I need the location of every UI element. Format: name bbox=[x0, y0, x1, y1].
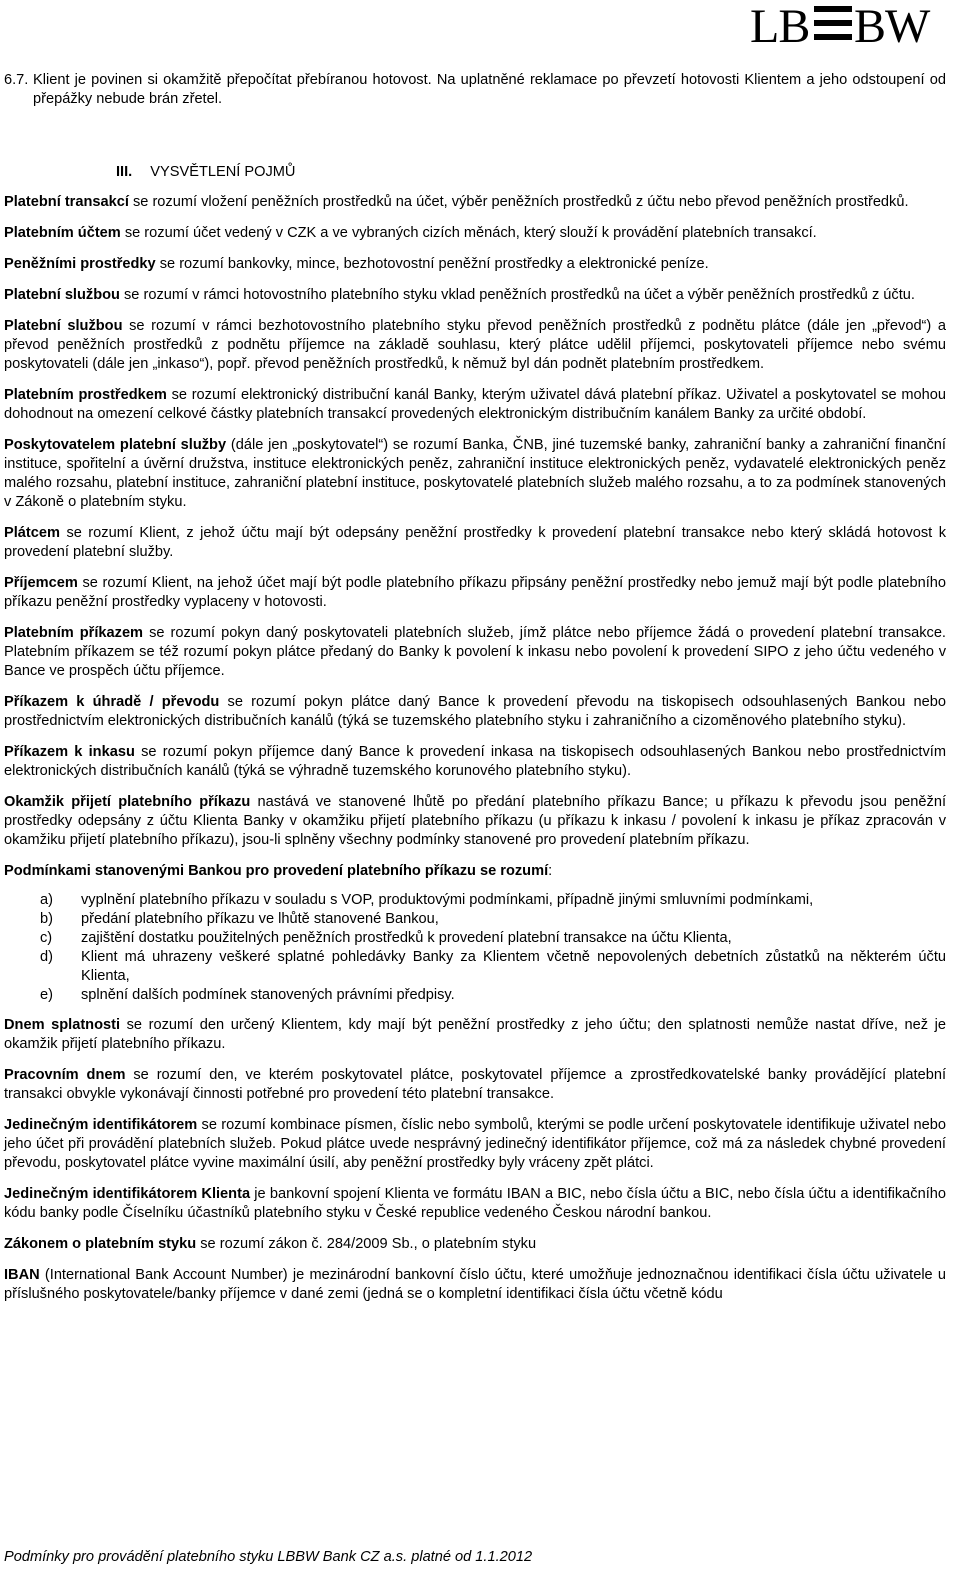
condition-item bbox=[4, 986, 946, 1005]
definition-term: Jedinečným identifikátorem Klienta bbox=[4, 1186, 251, 1202]
definition-text: je bankovní spojení Klienta ve formátu IBAN a BIC, nebo čísla účtu a BIC, nebo čísla účtu a identifikačního kódu banky podle Číselníku účastníků platebního styku v České republice vedeného Českou národní bankou. bbox=[4, 1186, 946, 1221]
definition-paragraph bbox=[4, 1116, 946, 1173]
definition-term: Pracovním dnem bbox=[4, 1067, 126, 1083]
logo-left-letters: LB bbox=[750, 2, 810, 44]
definition-text: se rozumí vložení peněžních prostředků na účet, výběr peněžních prostředků z účtu nebo převod peněžních prostředků. bbox=[128, 194, 909, 210]
definition-text: se rozumí pokyn příjemce daný Bance k provedení inkasa na tiskopisech odsouhlasených Bankou nebo prostřednictvím elektronických distribučních kanálů (týká se výhradně tuzemského korunového platebního styku). bbox=[4, 744, 946, 779]
definitions-list bbox=[4, 193, 946, 881]
definition-term: Platebním prostředkem bbox=[4, 387, 167, 403]
definition-paragraph bbox=[4, 1016, 946, 1054]
lbbw-logo-mark bbox=[750, 2, 956, 44]
condition-letter: a) bbox=[40, 892, 53, 908]
definition-paragraph bbox=[4, 286, 946, 305]
definition-term: IBAN bbox=[4, 1267, 40, 1283]
definition-term: Platebním příkazem bbox=[4, 625, 144, 641]
definition-text: se rozumí Klient, na jehož účet mají být podle platebního příkazu připsány peněžní prostředky nebo jemuž mají být podle platebního příkazu peněžní prostředky vyplaceny v hotovosti. bbox=[4, 575, 946, 610]
definition-text: se rozumí zákon č. 284/2009 Sb., o platebním styku bbox=[196, 1236, 537, 1252]
definition-paragraph bbox=[4, 1235, 946, 1254]
definition-paragraph bbox=[4, 317, 946, 374]
condition-letter: e) bbox=[40, 987, 53, 1003]
definition-paragraph bbox=[4, 743, 946, 781]
definition-term: Dnem splatnosti bbox=[4, 1017, 121, 1033]
definition-term: Platebním účtem bbox=[4, 225, 121, 241]
definition-text: : bbox=[548, 863, 553, 879]
definition-term: Příkazem k úhradě / převodu bbox=[4, 694, 220, 710]
definition-text: se rozumí pokyn daný poskytovateli platebních služeb, jímž plátce nebo příjemce žádá o provedení platební transakce. Platebním příkazem se též rozumí pokyn plátce předaný do Banky k povolení k inkasu nebo povolení k provedení SIPO z jeho účtu vedeného v Bance ve prospěch účtu příjemce. bbox=[4, 625, 946, 679]
definition-paragraph bbox=[4, 255, 946, 274]
definition-paragraph bbox=[4, 436, 946, 512]
definition-text: (International Bank Account Number) je mezinárodní bankovní číslo účtu, které umožňuje jednoznačnou identifikaci čísla účtu uživatele u příslušného poskytovatele/banky příjemce v dané zemi (jedná se o kompletní identifikaci čísla účtu včetně kódu bbox=[4, 1267, 946, 1302]
logo-bars bbox=[814, 6, 852, 40]
definition-paragraph bbox=[4, 524, 946, 562]
definition-paragraph bbox=[4, 1185, 946, 1223]
clause-number: 6.7. bbox=[4, 72, 29, 88]
definition-term: Peněžními prostředky bbox=[4, 256, 156, 272]
condition-item bbox=[4, 891, 946, 910]
condition-text: předání platebního příkazu ve lhůtě stanovené Bankou, bbox=[81, 911, 439, 927]
definition-paragraph bbox=[4, 224, 946, 243]
condition-item bbox=[4, 948, 946, 986]
definition-text: se rozumí Klient, z jehož účtu mají být odepsány peněžní prostředky k provedení platební transakce nebo který skládá hotovost k provedení platební služby. bbox=[4, 525, 946, 560]
definition-term: Okamžik přijetí platebního příkazu bbox=[4, 794, 251, 810]
definition-term: Platební transakcí bbox=[4, 194, 129, 210]
definition-term: Jedinečným identifikátorem bbox=[4, 1117, 198, 1133]
definition-term: Příkazem k inkasu bbox=[4, 744, 135, 760]
logo-right-letters: BW bbox=[854, 2, 930, 44]
definition-paragraph bbox=[4, 1266, 946, 1304]
definitions-list-continued bbox=[4, 1016, 946, 1304]
definition-term: Poskytovatelem platební služby bbox=[4, 437, 227, 453]
definition-paragraph bbox=[4, 793, 946, 850]
definition-paragraph bbox=[4, 693, 946, 731]
document-body bbox=[4, 71, 946, 1316]
section-number: III. bbox=[116, 164, 133, 180]
condition-item bbox=[4, 929, 946, 948]
definition-text: se rozumí pokyn plátce daný Bance k provedení převodu na tiskopisech odsouhlasených Bankou nebo prostřednictvím elektronických distribučních kanálů (týká se tuzemského platebního styku i zahraničního a cizoměnového platebního styku). bbox=[4, 694, 946, 729]
definition-paragraph bbox=[4, 386, 946, 424]
lbbw-logo bbox=[750, 2, 956, 44]
section-title: VYSVĚTLENÍ POJMŮ bbox=[150, 164, 296, 180]
definition-text: se rozumí den, ve kterém poskytovatel plátce, poskytovatel příjemce a zprostředkovatelské banky provádějící platební transakci obvykle vykonávají činnosti potřebné pro provedení této platební transakce. bbox=[4, 1067, 946, 1102]
page-footer: Podmínky pro provádění platebního styku LBBW Bank CZ a.s. platné od 1.1.2012 bbox=[4, 1549, 533, 1565]
definition-text: se rozumí kombinace písmen, číslic nebo symbolů, kterými se podle určení poskytovatele identifikuje uživatel nebo jeho účet při provádění platebních služeb. Pokud plátce uvede nesprávný jedinečný identifikátor příjemce, což má za následek chybné provedení převodu, poskytovatel plátce vyvine maximální úsilí, aby peněžní prostředky byly vráceny zpět plátci. bbox=[4, 1117, 946, 1171]
definition-text: (dále jen „poskytovatel“) se rozumí Banka, ČNB, jiné tuzemské banky, zahraniční banky a zahraniční finanční instituce, spořitelní a úvěrní družstva, instituce elektronických peněz, zahraniční instituce elektronických peněz, vydavatelé elektronických peněz malého rozsahu, platební instituce, zahraniční platební instituce, poskytovatelé platebních služeb malého rozsahu, a to za podmínek stanovených v Zákoně o platebním styku. bbox=[4, 437, 946, 510]
definition-paragraph bbox=[4, 574, 946, 612]
definition-term: Platební službou bbox=[4, 287, 120, 303]
condition-text: zajištění dostatku použitelných peněžních prostředků k provedení platební transakce na účtu Klienta, bbox=[81, 930, 732, 946]
condition-letter: d) bbox=[40, 949, 53, 965]
condition-letter: c) bbox=[40, 930, 53, 946]
clause-text: Klient je povinen si okamžitě přepočítat přebíranou hotovost. Na uplatněné reklamace po převzetí hotovosti Klientem a jeho odstoupení od přepážky nebude brán zřetel. bbox=[33, 72, 946, 107]
definition-text: se rozumí v rámci bezhotovostního platebního styku převod peněžních prostředků z podnětu plátce (dále jen „převod“) a převod peněžních prostředků z podnětu příjemce na základě souhlasu, který plátce udělil příjemci, poskytovateli příjemce nebo svému poskytovateli (dále jen „inkaso“), popř. převod peněžních prostředků, k němuž byl dán podnět platebním prostředkem. bbox=[4, 318, 946, 372]
definition-term: Podmínkami stanovenými Bankou pro provedení platebního příkazu se rozumí bbox=[4, 863, 549, 879]
definition-term: Platební službou bbox=[4, 318, 123, 334]
definition-term: Příjemcem bbox=[4, 575, 78, 591]
definition-paragraph bbox=[4, 862, 946, 881]
definition-text: se rozumí účet vedený v CZK a ve vybraných cizích měnách, který slouží k provádění platebních transakcí. bbox=[120, 225, 817, 241]
conditions-list bbox=[4, 891, 946, 1005]
condition-text: splnění dalších podmínek stanovených právními předpisy. bbox=[81, 987, 455, 1003]
section-heading bbox=[116, 163, 946, 182]
definition-paragraph bbox=[4, 193, 946, 212]
condition-text: Klient má uhrazeny veškeré splatné pohledávky Banky za Klientem včetně nepovolených debetních zůstatků na některém účtu Klienta, bbox=[81, 949, 946, 984]
definition-paragraph bbox=[4, 624, 946, 681]
definition-paragraph bbox=[4, 1066, 946, 1104]
clause-6-7 bbox=[4, 71, 946, 109]
condition-text: vyplnění platebního příkazu v souladu s VOP, produktovými podmínkami, případně jinými smluvními podmínkami, bbox=[81, 892, 814, 908]
condition-item bbox=[4, 910, 946, 929]
definition-text: se rozumí bankovky, mince, bezhotovostní peněžní prostředky a elektronické peníze. bbox=[155, 256, 709, 272]
definition-text: se rozumí v rámci hotovostního platebního styku vklad peněžních prostředků na účet a výběr peněžních prostředků z účtu. bbox=[119, 287, 915, 303]
condition-letter: b) bbox=[40, 911, 53, 927]
definition-term: Zákonem o platebním styku bbox=[4, 1236, 197, 1252]
definition-text: se rozumí elektronický distribuční kanál Banky, kterým uživatel dává platební příkaz. Uživatel a poskytovatel se mohou dohodnout na omezení celkové částky platebních transakcí provedených elektronickým distribučním kanálem Banky za určité období. bbox=[4, 387, 947, 422]
definition-term: Plátcem bbox=[4, 525, 60, 541]
definition-text: se rozumí den určený Klientem, kdy mají být peněžní prostředky z jeho účtu; den splatnosti nemůže nastat dříve, než je okamžik přijetí platebního příkazu. bbox=[4, 1017, 946, 1052]
definition-text: nastává ve stanovené lhůtě po předání platebního příkazu Bance; u příkazu k převodu jsou peněžní prostředky odepsány z účtu Klienta Banky v okamžiku přijetí platebního příkazu (u příkazu k inkasu / povolení k inkasu je příkaz zpracován v okamžiku přijetí platebního příkazu), jsou-li splněny všechny podmínky stanovené pro provedení platebním příkazu. bbox=[4, 794, 946, 848]
